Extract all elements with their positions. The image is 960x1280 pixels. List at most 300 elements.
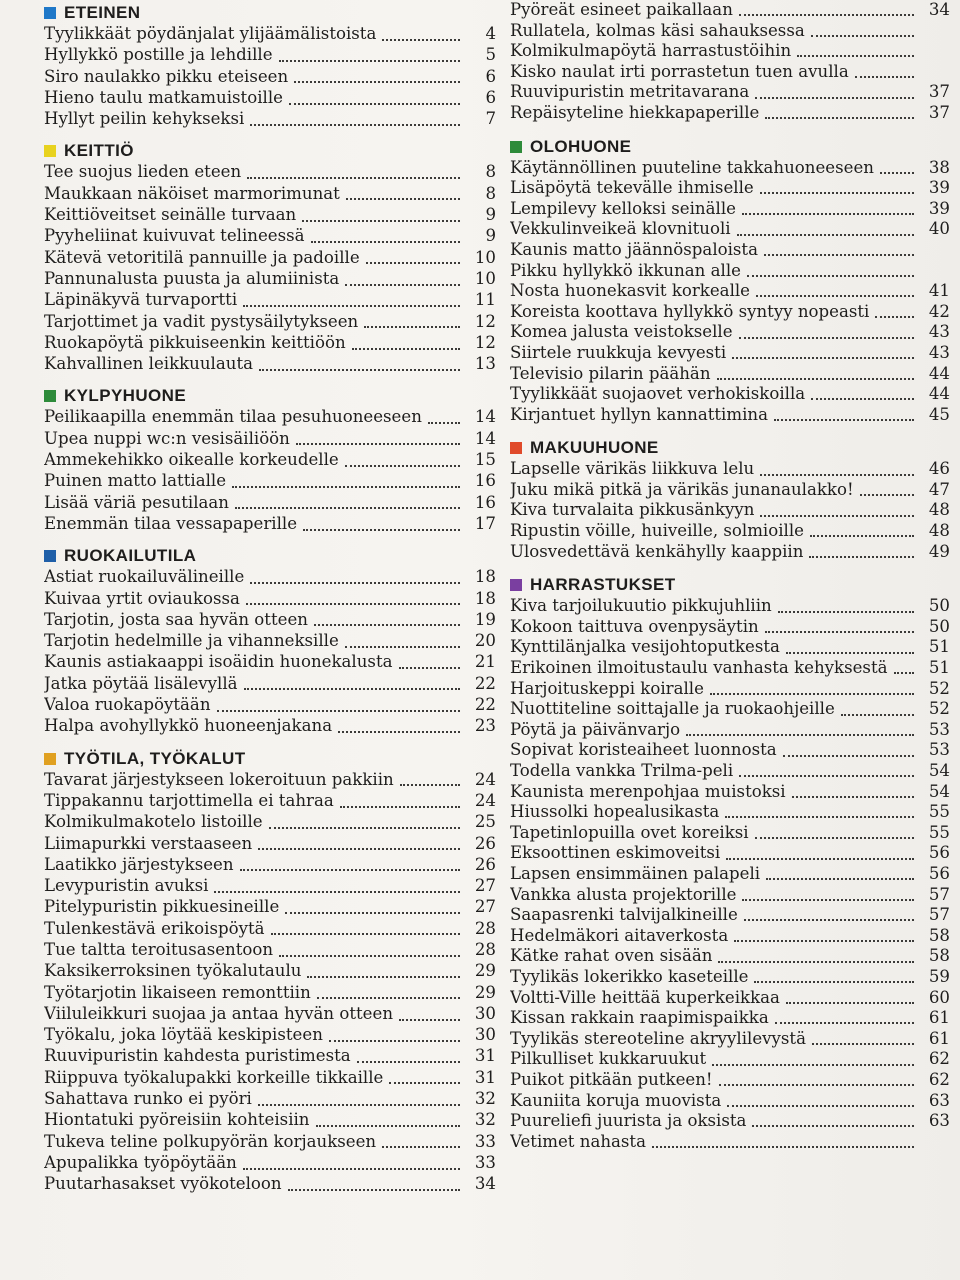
page-number: 54 xyxy=(928,781,950,801)
entry-title: Hedelmäkori aitaverkosta xyxy=(510,925,729,945)
dot-leader xyxy=(400,784,460,786)
dot-leader xyxy=(756,295,914,297)
dot-leader xyxy=(364,326,460,328)
entry-title: Puureliefi juurista ja oksista xyxy=(510,1111,747,1131)
toc-entry xyxy=(510,740,950,761)
toc-entry xyxy=(44,67,496,88)
dot-leader xyxy=(303,529,460,531)
color-square-icon xyxy=(510,442,522,454)
toc-entry xyxy=(510,926,950,947)
dot-leader xyxy=(279,955,460,957)
entry-title: Tyylikkäät pöydänjalat ylijäämälistoista xyxy=(44,24,377,43)
entry-title: Laatikko järjestykseen xyxy=(44,854,234,874)
dot-leader xyxy=(296,443,460,445)
toc-entry xyxy=(44,812,496,833)
entry-title: Ammekehikko oikealle korkeudelle xyxy=(44,450,339,470)
toc-column-right xyxy=(510,0,950,1152)
entry-title: Kahvallinen leikkuulauta xyxy=(44,354,254,374)
toc-entry xyxy=(44,791,496,812)
page-number: 49 xyxy=(928,541,950,561)
dot-leader xyxy=(810,535,914,537)
page-number: 60 xyxy=(928,987,950,1007)
page-number: 8 xyxy=(485,183,496,203)
page-number: 56 xyxy=(928,863,950,883)
dot-leader xyxy=(739,337,914,339)
toc-entry xyxy=(44,333,496,354)
dot-leader xyxy=(811,35,914,37)
page-number: 18 xyxy=(474,588,496,608)
toc-entry xyxy=(510,823,950,844)
dot-leader xyxy=(766,878,914,880)
dot-leader xyxy=(235,507,460,509)
page-number: 39 xyxy=(928,198,950,218)
page-number: 29 xyxy=(474,982,496,1002)
page-number: 28 xyxy=(474,918,496,938)
toc-entry xyxy=(510,1111,950,1132)
dot-leader xyxy=(652,1146,914,1148)
entry-title: Komea jalusta veistokselle xyxy=(510,322,733,342)
dot-leader xyxy=(317,997,460,999)
toc-section xyxy=(510,0,950,124)
entry-title: Keittiöveitset seinälle turvaan xyxy=(44,205,297,225)
page-number: 42 xyxy=(928,301,950,321)
page-number: 50 xyxy=(928,616,950,636)
page-number: 27 xyxy=(474,876,496,896)
entry-title: Pyyheliinat kuivuvat telineessä xyxy=(44,226,305,246)
page-number: 53 xyxy=(928,719,950,739)
dot-leader xyxy=(841,714,914,716)
page-number: 34 xyxy=(928,0,950,19)
dot-leader xyxy=(812,1043,914,1045)
toc-entry xyxy=(510,41,950,62)
entry-title: Kauniita koruja muovista xyxy=(510,1090,722,1110)
toc-entry xyxy=(44,1025,496,1046)
section-title: OLOHUONE xyxy=(530,136,632,156)
toc-entry xyxy=(510,82,950,103)
page-number: 58 xyxy=(928,925,950,945)
entry-title: Kiva turvalaita pikkusänkyyn xyxy=(510,500,755,520)
entry-title: Tyylikkäät suojaovet verhokiskoilla xyxy=(510,384,806,404)
dot-leader xyxy=(288,1189,460,1191)
toc-entry xyxy=(44,652,496,673)
page-number: 48 xyxy=(928,521,950,541)
toc-entry xyxy=(510,240,950,261)
entry-title: Lapselle värikäs liikkuva lelu xyxy=(510,459,755,479)
entry-title: Kynttilänjalka vesijohtoputkesta xyxy=(510,637,780,657)
dot-leader xyxy=(764,254,914,256)
toc-entry xyxy=(510,521,950,542)
dot-leader xyxy=(775,1022,914,1024)
toc-entry xyxy=(44,205,496,226)
dot-leader xyxy=(742,899,914,901)
toc-entry xyxy=(44,770,496,791)
entry-title: Lempilevy kelloksi seinälle xyxy=(510,198,736,218)
page-number: 50 xyxy=(928,596,950,616)
entry-title: Siro naulakko pikku eteiseen xyxy=(44,66,289,86)
entry-title: Tulenkestävä erikoispöytä xyxy=(44,918,265,938)
page-number: 44 xyxy=(928,384,950,404)
section-title: TYÖTILA, TYÖKALUT xyxy=(64,748,246,768)
entry-title: Kiva tarjoilukuutio pikkujuhliin xyxy=(510,596,772,616)
page-number: 52 xyxy=(928,678,950,698)
entry-title: Pitelypuristin pikkuesineille xyxy=(44,897,280,917)
dot-leader xyxy=(294,81,460,83)
dot-leader xyxy=(352,348,460,350)
dot-leader xyxy=(742,213,914,215)
entry-title: Viiluleikkuri suojaa ja antaa hyvän otteen xyxy=(44,1003,394,1023)
page-number: 9 xyxy=(485,226,496,246)
entry-title: Käytännöllinen puuteline takkahuoneeseen xyxy=(510,157,874,177)
page-number: 54 xyxy=(928,761,950,780)
page-number: 31 xyxy=(474,1046,496,1066)
entry-title: Tarjotin, josta saa hyvän otteen xyxy=(44,609,308,629)
dot-leader xyxy=(345,465,460,467)
page-number: 37 xyxy=(928,82,950,102)
dot-leader xyxy=(712,1064,914,1066)
page-number: 44 xyxy=(928,363,950,383)
section-heading xyxy=(510,574,950,596)
section-title: MAKUUHUONE xyxy=(530,438,659,458)
page-number: 20 xyxy=(474,631,496,651)
dot-leader xyxy=(247,177,460,179)
dot-leader xyxy=(860,494,914,496)
dot-leader xyxy=(686,734,914,736)
toc-entry xyxy=(44,1174,496,1195)
entry-title: Pöytä ja päivänvarjo xyxy=(510,719,681,739)
toc-entry xyxy=(510,322,950,343)
toc-entry xyxy=(510,158,950,179)
dot-leader xyxy=(250,582,460,584)
dot-leader xyxy=(302,220,460,222)
toc-entry xyxy=(44,589,496,610)
entry-title: Enemmän tilaa vessapaperille xyxy=(44,513,298,533)
dot-leader xyxy=(428,422,460,424)
page-number: 52 xyxy=(928,699,950,719)
toc-entry xyxy=(510,302,950,323)
toc-entry xyxy=(510,364,950,385)
dot-leader xyxy=(246,603,460,605)
toc-entry xyxy=(44,983,496,1004)
toc-section xyxy=(44,545,496,737)
toc-entry xyxy=(44,45,496,66)
dot-leader xyxy=(346,198,460,200)
toc-entry xyxy=(510,62,950,83)
entry-title: Televisio pilarin päähän xyxy=(510,363,711,383)
toc-entry xyxy=(44,471,496,492)
entry-title: Lisää väriä pesutilaan xyxy=(44,492,229,512)
page-number: 32 xyxy=(474,1089,496,1109)
page-number: 27 xyxy=(474,897,496,917)
entry-title: Pannunalusta puusta ja alumiinista xyxy=(44,268,340,288)
toc-entry xyxy=(44,429,496,450)
section-heading xyxy=(44,748,496,770)
toc-entry xyxy=(510,988,950,1009)
page-number: 28 xyxy=(474,939,496,959)
page-number: 43 xyxy=(928,342,950,362)
entry-title: Kolmikulmapöytä harrastustöihin xyxy=(510,41,792,61)
page-number: 6 xyxy=(485,87,496,107)
toc-entry xyxy=(44,493,496,514)
toc-entry xyxy=(44,834,496,855)
entry-title: Kolmikulmakotelo listoille xyxy=(44,812,263,832)
toc-entry xyxy=(510,405,950,426)
entry-title: Sahattava runko ei pyöri xyxy=(44,1089,252,1109)
entry-title: Harjoituskeppi koiralle xyxy=(510,678,704,698)
entry-title: Lisäpöytä tekevälle ihmiselle xyxy=(510,178,754,198)
section-heading xyxy=(44,385,496,407)
page-number: 46 xyxy=(928,459,950,479)
toc-entry xyxy=(510,946,950,967)
page-number: 15 xyxy=(474,450,496,470)
entry-title: Siirtele ruukkuja kevyesti xyxy=(510,342,727,362)
entry-title: Levypuristin avuksi xyxy=(44,876,209,896)
page-number: 58 xyxy=(928,946,950,966)
section-title: HARRASTUKSET xyxy=(530,575,676,595)
toc-entry xyxy=(510,782,950,803)
dot-leader xyxy=(797,55,914,57)
toc-entry xyxy=(44,290,496,311)
dot-leader xyxy=(285,912,460,914)
toc-entry xyxy=(44,1132,496,1153)
dot-leader xyxy=(875,316,914,318)
section-title: KYLPYHUONE xyxy=(64,386,187,406)
toc-section xyxy=(44,140,496,375)
toc-entry xyxy=(44,109,496,130)
dot-leader xyxy=(250,124,460,126)
page-number: 22 xyxy=(474,673,496,693)
dot-leader xyxy=(786,1002,914,1004)
dot-leader xyxy=(269,827,460,829)
toc-entry xyxy=(510,658,950,679)
page-number: 25 xyxy=(474,812,496,832)
dot-leader xyxy=(311,241,460,243)
dot-leader xyxy=(214,891,460,893)
toc-entry xyxy=(510,699,950,720)
page-number: 55 xyxy=(928,822,950,842)
dot-leader xyxy=(760,192,914,194)
page-number: 12 xyxy=(474,332,496,352)
color-square-icon xyxy=(44,390,56,402)
page-number: 34 xyxy=(474,1174,496,1194)
entry-title: Hiontatuki pyöreisiin kohteisiin xyxy=(44,1110,310,1130)
section-heading xyxy=(44,140,496,162)
toc-entry xyxy=(44,1004,496,1025)
entry-title: Halpa avohyllykkö huoneenjakana xyxy=(44,716,333,736)
page-number: 23 xyxy=(474,716,496,736)
page-number: 57 xyxy=(928,884,950,904)
dot-leader xyxy=(382,39,460,41)
page-number: 12 xyxy=(474,311,496,331)
dot-leader xyxy=(855,76,914,78)
toc-entry xyxy=(510,103,950,124)
page-number: 30 xyxy=(474,1025,496,1045)
entry-title: Eksoottinen eskimoveitsi xyxy=(510,843,721,863)
page-number: 32 xyxy=(474,1110,496,1130)
entry-title: Hiussolki hopealusikasta xyxy=(510,802,720,822)
dot-leader xyxy=(760,474,914,476)
entry-title: Maukkaan näköiset marmorimunat xyxy=(44,183,340,203)
entry-title: Kaunis matto jäännöspaloista xyxy=(510,239,758,259)
toc-entry xyxy=(44,514,496,535)
entry-title: Pyöreät esineet paikallaan xyxy=(510,0,733,19)
dot-leader xyxy=(739,775,914,777)
entry-title: Työkalu, joka löytää keskipisteen xyxy=(44,1025,323,1045)
toc-entry xyxy=(44,226,496,247)
toc-entry xyxy=(44,716,496,737)
toc-section xyxy=(510,437,950,562)
page-number: 61 xyxy=(928,1008,950,1028)
toc-entry xyxy=(510,637,950,658)
dot-leader xyxy=(289,103,460,105)
dot-leader xyxy=(744,919,914,921)
page-number: 39 xyxy=(928,178,950,198)
entry-title: Puutarhasakset vyökoteloon xyxy=(44,1174,282,1194)
toc-entry xyxy=(44,354,496,375)
dot-leader xyxy=(747,275,914,277)
dot-leader xyxy=(727,1105,914,1107)
dot-leader xyxy=(389,1082,460,1084)
dot-leader xyxy=(734,940,914,942)
dot-leader xyxy=(244,688,460,690)
page-number: 17 xyxy=(474,513,496,533)
page-number: 6 xyxy=(485,66,496,86)
page-number: 29 xyxy=(474,961,496,981)
toc-entry xyxy=(44,312,496,333)
entry-title: Peilikaapilla enemmän tilaa pesuhuoneeseen xyxy=(44,407,422,427)
page-number: 43 xyxy=(928,322,950,342)
dot-leader xyxy=(314,624,460,626)
entry-title: Upea nuppi wc:n vesisäiliöön xyxy=(44,428,290,448)
toc-entry xyxy=(510,1008,950,1029)
entry-title: Kätke rahat oven sisään xyxy=(510,946,713,966)
entry-title: Tee suojus lieden eteen xyxy=(44,162,242,182)
toc-section xyxy=(510,136,950,426)
entry-title: Hyllykkö postille ja lehdille xyxy=(44,45,273,65)
dot-leader xyxy=(279,60,460,62)
dot-leader xyxy=(717,378,914,380)
dot-leader xyxy=(765,631,914,633)
toc-entry xyxy=(510,720,950,741)
toc-entry xyxy=(510,281,950,302)
dot-leader xyxy=(760,515,914,517)
toc-entry xyxy=(510,1091,950,1112)
color-square-icon xyxy=(510,141,522,153)
entry-title: Valoa ruokapöytään xyxy=(44,695,211,715)
entry-title: Riippuva työkalupakki korkeille tikkaille xyxy=(44,1067,384,1087)
toc-entry xyxy=(510,1070,950,1091)
dot-leader xyxy=(786,652,914,654)
page-number: 55 xyxy=(928,802,950,822)
toc-entry xyxy=(44,1068,496,1089)
dot-leader xyxy=(217,710,460,712)
toc-entry xyxy=(510,864,950,885)
page-number: 16 xyxy=(474,492,496,512)
dot-leader xyxy=(316,1125,461,1127)
section-heading xyxy=(510,136,950,158)
toc-entry xyxy=(510,905,950,926)
entry-title: Liimapurkki verstaaseen xyxy=(44,833,253,853)
dot-leader xyxy=(783,755,914,757)
entry-title: Ruuvipuristin kahdesta puristimesta xyxy=(44,1046,351,1066)
page-number: 37 xyxy=(928,102,950,122)
toc-entry xyxy=(44,1110,496,1131)
dot-leader xyxy=(811,398,914,400)
entry-title: Tarjotin hedelmille ja vihanneksille xyxy=(44,631,339,651)
section-heading xyxy=(44,545,496,567)
page-number: 40 xyxy=(928,219,950,239)
page-number: 11 xyxy=(474,290,496,310)
toc-entry xyxy=(510,0,950,21)
color-square-icon xyxy=(44,145,56,157)
entry-title: Repäisyteline hiekkapaperille xyxy=(510,102,760,122)
page-number: 61 xyxy=(928,1028,950,1048)
section-title: RUOKAILUTILA xyxy=(64,546,197,566)
page-number: 7 xyxy=(485,109,496,129)
toc-entry xyxy=(44,567,496,588)
entry-title: Läpinäkyvä turvaportti xyxy=(44,290,238,310)
toc-entry xyxy=(44,450,496,471)
dot-leader xyxy=(792,796,914,798)
toc-entry xyxy=(44,407,496,428)
page-number: 41 xyxy=(928,281,950,301)
toc-entry xyxy=(44,24,496,45)
entry-title: Pilkulliset kukkaruukut xyxy=(510,1049,707,1069)
toc-entry xyxy=(44,1089,496,1110)
page-number: 5 xyxy=(485,45,496,65)
page-number: 59 xyxy=(928,966,950,986)
dot-leader xyxy=(259,369,460,371)
dot-leader xyxy=(345,284,460,286)
entry-title: Kisko naulat irti porrastetun tuen avulla xyxy=(510,61,849,81)
toc-section xyxy=(44,2,496,130)
dot-leader xyxy=(765,117,914,119)
dot-leader xyxy=(366,262,460,264)
toc-entry xyxy=(44,88,496,109)
entry-title: Kaksikerroksinen työkalutaulu xyxy=(44,961,302,981)
dot-leader xyxy=(382,1146,460,1148)
dot-leader xyxy=(240,869,460,871)
toc-entry xyxy=(510,459,950,480)
toc-entry xyxy=(44,876,496,897)
entry-title: Kirjantuet hyllyn kannattimina xyxy=(510,404,768,424)
page-number: 30 xyxy=(474,1003,496,1023)
dot-leader xyxy=(732,357,914,359)
entry-title: Tyylikäs lokerikko kaseteille xyxy=(510,966,749,986)
toc-entry xyxy=(510,261,950,282)
toc-entry xyxy=(510,885,950,906)
section-title: KEITTIÖ xyxy=(64,141,134,161)
entry-title: Hyllyt peilin kehykseksi xyxy=(44,109,245,129)
page-number: 18 xyxy=(474,567,496,587)
dot-leader xyxy=(357,1061,460,1063)
page-number: 14 xyxy=(474,407,496,427)
toc-entry xyxy=(44,919,496,940)
toc-entry xyxy=(510,480,950,501)
toc-entry xyxy=(44,610,496,631)
dot-leader xyxy=(894,672,915,674)
entry-title: Kissan rakkain raapimispaikka xyxy=(510,1008,769,1028)
page-number: 24 xyxy=(474,790,496,810)
page-number: 22 xyxy=(474,695,496,715)
entry-title: Tippakannu tarjottimella ei tahraa xyxy=(44,790,334,810)
page-number: 26 xyxy=(474,854,496,874)
entry-title: Tyylikäs stereoteline akryylilevystä xyxy=(510,1028,806,1048)
dot-leader xyxy=(399,1019,460,1021)
entry-title: Tavarat järjestykseen lokeroituun pakkiin xyxy=(44,769,394,789)
dot-leader xyxy=(307,976,460,978)
dot-leader xyxy=(243,305,460,307)
dot-leader xyxy=(271,933,460,935)
